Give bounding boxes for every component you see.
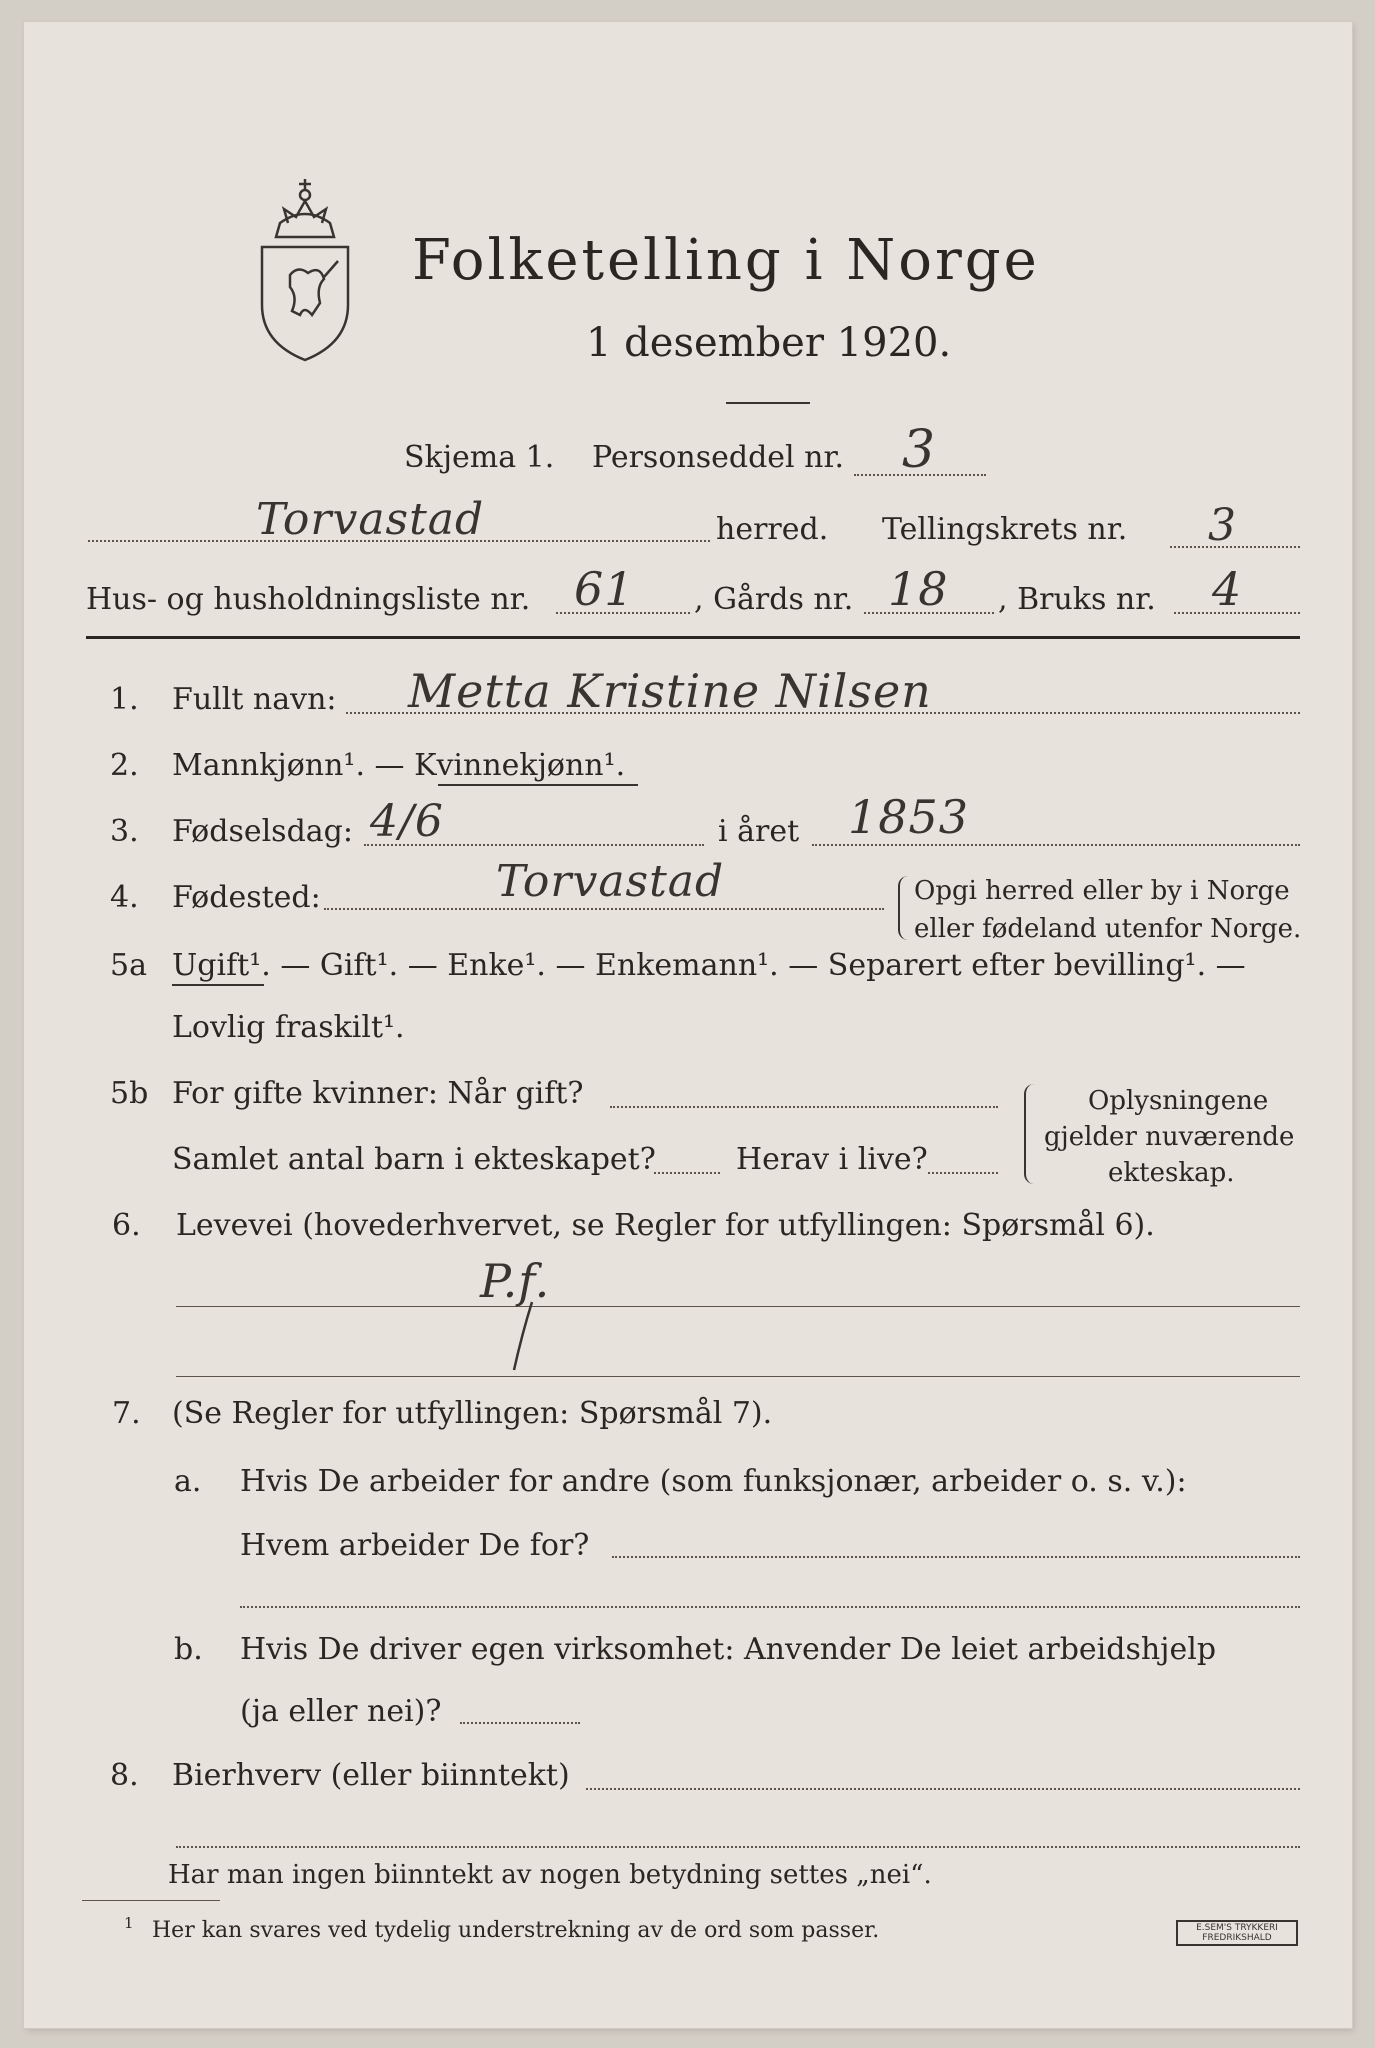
marriage-note-line1: Oplysningene (1088, 1086, 1269, 1116)
q7b-question: Hvis De driver egen virksomhet: Anvender De leiet arbeidshjelp (240, 1632, 1217, 1667)
gards-value: 18 (888, 562, 949, 616)
birth-year-field[interactable] (812, 844, 1300, 846)
q3-label: Fødselsdag: (172, 814, 353, 849)
bruks-label: , Bruks nr. (998, 582, 1156, 617)
marriage-note-line2: gjelder nuværende (1044, 1122, 1295, 1152)
form-title: Folketelling i Norge (412, 228, 1040, 293)
personseddel-value: 3 (902, 420, 937, 480)
hired-help-field[interactable] (460, 1722, 580, 1724)
household-list-value: 61 (574, 562, 635, 616)
secondary-income-note: Har man ingen biinntekt av nogen betydning settes „nei“. (168, 1860, 932, 1890)
footnote-marker: 1 (124, 1914, 134, 1932)
footnote-text: Her kan svares ved tydelig understrekning av de ord som passer. (152, 1918, 880, 1943)
bruks-value: 4 (1212, 562, 1243, 616)
children-alive-label: Herav i live? (736, 1142, 928, 1177)
occupation-field-2[interactable] (176, 1376, 1300, 1377)
q7a-letter: a. (174, 1464, 202, 1499)
marital-status-options: Ugift¹. — Gift¹. — Enke¹. — Enkemann¹. — Separert efter bevilling¹. — (172, 948, 1246, 983)
secondary-income-field-2[interactable] (176, 1846, 1300, 1848)
employer-field-2[interactable] (240, 1606, 1300, 1608)
secondary-income-label: Bierhverv (eller biinntekt) (172, 1758, 570, 1793)
q7-number: 7. (112, 1396, 141, 1431)
employer-label: Hvem arbeider De for? (240, 1528, 590, 1563)
q4-label: Fødested: (172, 880, 321, 915)
q1-number: 1. (110, 682, 139, 717)
hired-help-label: (ja eller nei)? (240, 1694, 442, 1729)
tellingskrets-value: 3 (1208, 500, 1237, 551)
printer-stamp (1176, 1920, 1298, 1946)
q3-number: 3. (110, 814, 139, 849)
norwegian-coat-of-arms-icon (250, 165, 360, 365)
q2-number: 2. (110, 748, 139, 783)
printer-stamp-line2: FREDRIKSHALD (1202, 1933, 1272, 1943)
kvinnekjonn-underline (438, 784, 638, 786)
ugift-underline (172, 984, 264, 986)
employer-field[interactable] (612, 1556, 1300, 1558)
tellingskrets-label: Tellingskrets nr. (882, 512, 1128, 547)
occupation-label: Levevei (hovederhvervet, se Regler for utfyllingen: Spørsmål 6). (176, 1208, 1155, 1243)
herred-value: Torvastad (256, 494, 485, 545)
married-when-field[interactable] (610, 1106, 998, 1108)
children-total-field[interactable] (654, 1172, 720, 1174)
personseddel-label: Personseddel nr. (592, 440, 845, 475)
q5a-number: 5a (110, 948, 147, 983)
children-alive-field[interactable] (928, 1172, 998, 1174)
birthplace-field[interactable] (324, 908, 884, 910)
footnote-divider (82, 1900, 220, 1901)
birthplace-value: Torvastad (496, 856, 725, 907)
q6-number: 6. (112, 1208, 141, 1243)
marriage-note-line3: ekteskap. (1108, 1158, 1235, 1188)
herred-label: herred. (716, 512, 829, 547)
occupation-mark-stroke (500, 1300, 540, 1372)
birth-year-value: 1853 (848, 790, 970, 844)
occupation-value: P.f. (480, 1254, 551, 1308)
occupation-field-1[interactable] (176, 1306, 1300, 1307)
birthplace-note-brace (898, 876, 908, 940)
household-list-label: Hus- og husholdningsliste nr. (86, 582, 531, 617)
printer-stamp-line1: E.SEM'S TRYKKERI (1196, 1923, 1278, 1933)
q4-number: 4. (110, 880, 139, 915)
married-when-label: For gifte kvinner: Når gift? (172, 1076, 584, 1111)
birthday-value: 4/6 (370, 796, 444, 847)
marital-status-options-cont: Lovlig fraskilt¹. (172, 1010, 405, 1045)
full-name-value: Metta Kristine Nilsen (408, 664, 932, 718)
title-divider (726, 402, 810, 404)
header-separator (86, 636, 1300, 639)
census-date: 1 desember 1920. (586, 320, 952, 366)
birth-year-label: i året (718, 814, 800, 849)
secondary-income-field[interactable] (586, 1788, 1300, 1790)
q8-number: 8. (110, 1758, 139, 1793)
q7a-question: Hvis De arbeider for andre (som funksjonær, arbeider o. s. v.): (240, 1464, 1187, 1499)
birthplace-note-line2: eller fødeland utenfor Norge. (914, 914, 1302, 944)
q1-label: Fullt navn: (172, 682, 337, 717)
birthplace-note-line1: Opgi herred eller by i Norge (914, 876, 1290, 906)
q5b-number: 5b (110, 1076, 149, 1111)
sex-options: Mannkjønn¹. — Kvinnekjønn¹. (172, 748, 626, 783)
children-total-label: Samlet antal barn i ekteskapet? (172, 1142, 656, 1177)
gards-label: , Gårds nr. (694, 582, 854, 617)
schema-label: Skjema 1. (404, 440, 555, 475)
q7-label: (Se Regler for utfyllingen: Spørsmål 7). (172, 1396, 773, 1431)
q7b-letter: b. (174, 1632, 203, 1667)
marriage-note-brace (1024, 1084, 1036, 1184)
